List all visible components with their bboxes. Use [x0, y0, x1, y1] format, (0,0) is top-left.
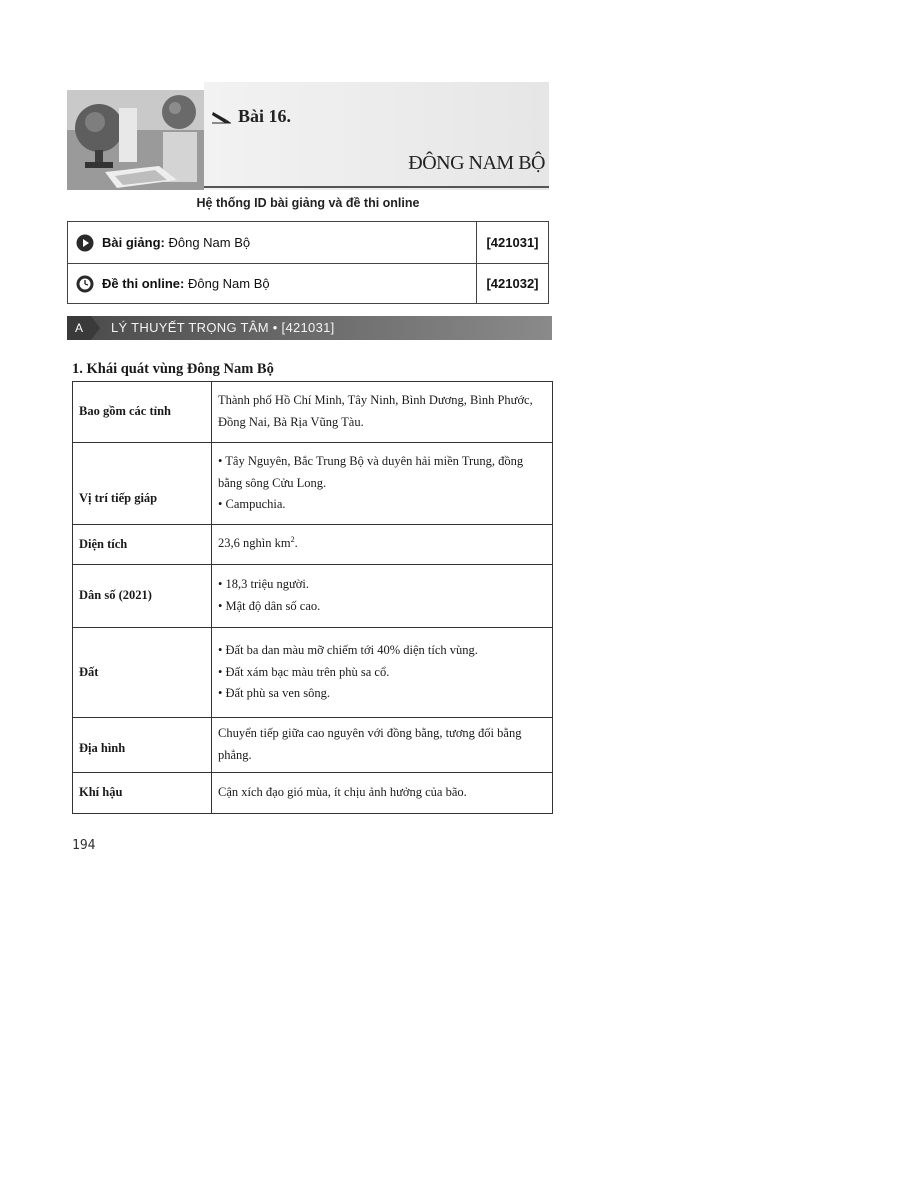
play-icon — [76, 234, 94, 252]
exam-label-text: Đề thi online: — [102, 276, 185, 291]
row-key: Diện tích — [73, 525, 212, 565]
lecture-value: Đông Nam Bộ — [168, 235, 251, 250]
row-key: Khí hậu — [73, 773, 212, 814]
row-value — [212, 718, 553, 773]
row-value — [212, 773, 553, 814]
section-letter: A — [67, 316, 91, 340]
heading-overview: 1. Khái quát vùng Đông Nam Bộ — [72, 361, 274, 377]
row-value — [212, 443, 553, 525]
pencil-icon — [212, 110, 232, 124]
table-row — [73, 565, 553, 628]
value-line: 23,6 nghìn km — [218, 536, 291, 551]
value-line: Đồng Nai, Bà Rịa Vũng Tàu. — [218, 415, 364, 429]
globes-image — [67, 90, 204, 190]
value-line: Cận xích đạo gió mùa, ít chịu ảnh hưởng của bão. — [218, 785, 467, 800]
table-row — [73, 773, 553, 814]
value-line: • 18,3 triệu người. — [218, 577, 310, 592]
row-value — [212, 628, 553, 718]
exam-value: Đông Nam Bộ — [187, 276, 270, 291]
clock-icon — [76, 275, 94, 293]
lecture-label-text: Bài giảng: — [102, 235, 165, 250]
row-key: Địa hình — [73, 718, 212, 773]
lecture-label — [68, 234, 476, 252]
exam-row[interactable] — [68, 263, 548, 304]
lecture-row[interactable] — [68, 222, 548, 264]
value-line: bằng sông Cửu Long. — [218, 475, 327, 490]
overview-table — [72, 381, 553, 814]
lesson-number-text: Bài 16. — [238, 106, 292, 126]
table-row — [73, 443, 553, 525]
row-value — [212, 565, 553, 628]
id-system-subtitle: Hệ thống ID bài giảng và đề thi online — [196, 196, 420, 210]
globes-photo — [67, 90, 204, 190]
value-tail: . — [294, 536, 298, 551]
lesson-title: ĐÔNG NAM BỘ — [408, 152, 545, 174]
page-number: 194 — [72, 838, 96, 853]
table-row — [73, 382, 553, 443]
value-line: • Đất ba dan màu mỡ chiếm tới 40% diện tích vùng. — [218, 642, 478, 657]
exam-code: [421032] — [476, 263, 548, 304]
row-key: Dân số (2021) — [73, 565, 212, 628]
lecture-code: [421031] — [476, 222, 548, 263]
value-line: Thành phố Hồ Chí Minh, Tây Ninh, Bình Dương, Bình Phước, — [218, 393, 533, 408]
value-line: Chuyển tiếp giữa cao nguyên với đồng bằng, tương đối bằng — [218, 726, 522, 741]
table-row — [73, 718, 553, 773]
section-arrow-icon — [91, 316, 100, 340]
row-value — [212, 382, 553, 443]
table-row — [73, 525, 553, 565]
id-box — [67, 221, 549, 304]
lesson-banner — [67, 82, 549, 190]
value-line: • Đất xám bạc màu trên phù sa cổ. — [218, 664, 390, 679]
value-line: phẳng. — [218, 748, 252, 762]
value-line: • Campuchia. — [218, 497, 286, 512]
superscript: 2 — [290, 535, 295, 545]
lesson-number — [212, 106, 291, 127]
value-line: • Tây Nguyên, Bắc Trung Bộ và duyên hải miền Trung, đồng — [218, 453, 524, 468]
row-key: Bao gồm các tỉnh — [73, 382, 212, 443]
exam-label — [68, 275, 476, 293]
banner-underline — [204, 186, 549, 188]
section-title: LÝ THUYẾT TRỌNG TÂM • [421031] — [111, 320, 335, 335]
banner-title-area — [204, 82, 549, 190]
row-key: Đất — [73, 628, 212, 718]
table-row — [73, 628, 553, 718]
row-key: Vị trí tiếp giáp — [73, 443, 212, 525]
value-line: • Đất phù sa ven sông. — [218, 686, 330, 701]
row-value — [212, 525, 553, 565]
value-line: • Mật độ dân số cao. — [218, 599, 321, 613]
section-bar — [67, 316, 552, 340]
